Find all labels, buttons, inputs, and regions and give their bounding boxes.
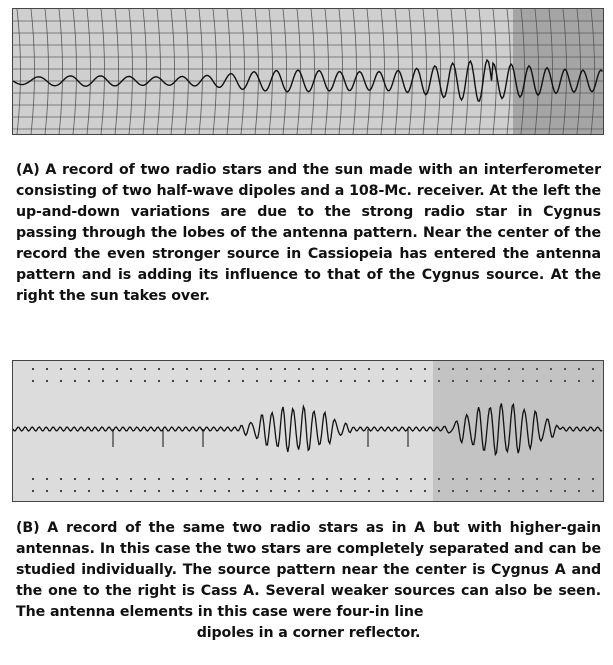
grid-line-vertical [409, 9, 413, 134]
grid-line-vertical [213, 9, 217, 134]
dot-marker [116, 368, 118, 370]
dot-marker [242, 478, 244, 480]
dot-marker [410, 368, 412, 370]
dot-marker [424, 380, 426, 382]
grid-line-vertical [185, 9, 189, 134]
grid-line-vertical [325, 9, 329, 134]
dot-marker [186, 368, 188, 370]
dot-marker [186, 478, 188, 480]
dot-marker [270, 380, 272, 382]
grid-line-vertical [353, 9, 357, 134]
dot-marker [242, 380, 244, 382]
dot-marker [270, 478, 272, 480]
dot-marker [284, 490, 286, 492]
dot-marker [32, 368, 34, 370]
dot-marker [340, 368, 342, 370]
grid-line-vertical [423, 9, 427, 134]
dot-marker [228, 478, 230, 480]
grid-line-vertical [241, 9, 245, 134]
dot-marker [32, 380, 34, 382]
dot-marker [214, 490, 216, 492]
dot-marker [284, 380, 286, 382]
dot-marker [214, 478, 216, 480]
chart-record-b [12, 360, 604, 502]
dot-marker [88, 490, 90, 492]
dot-marker [172, 380, 174, 382]
dot-marker [298, 490, 300, 492]
grid-line-vertical [311, 9, 315, 134]
grid-line-vertical [283, 9, 287, 134]
dot-marker [200, 490, 202, 492]
caption-b-body: (B) A record of the same two radio stars as in A but with higher-gain antennas. In this case the two stars are completely separated and can be studied individually. The source pattern near the center is Cygnus A and the one to the right is Cass A. Several weaker sources can also be seen. The antenna elements in this case were four-in line [16, 520, 601, 620]
grid-line-vertical [31, 9, 35, 134]
dot-marker [382, 368, 384, 370]
dot-marker [326, 380, 328, 382]
dot-marker [396, 380, 398, 382]
dot-marker [424, 368, 426, 370]
dot-marker [242, 368, 244, 370]
dot-marker [340, 380, 342, 382]
dot-marker [60, 478, 62, 480]
dot-marker [326, 368, 328, 370]
dot-marker [368, 368, 370, 370]
grid-line-vertical [157, 9, 161, 134]
dot-marker [326, 478, 328, 480]
dot-marker [102, 478, 104, 480]
dot-marker [242, 490, 244, 492]
dot-marker [410, 478, 412, 480]
grid-line-vertical [87, 9, 91, 134]
dot-marker [144, 368, 146, 370]
dot-marker [88, 380, 90, 382]
dot-marker [368, 380, 370, 382]
grid-line-vertical [381, 9, 385, 134]
dot-marker [88, 368, 90, 370]
dot-marker [116, 490, 118, 492]
dot-marker [32, 478, 34, 480]
dot-marker [60, 368, 62, 370]
dot-marker [60, 380, 62, 382]
dot-marker [284, 478, 286, 480]
dot-marker [130, 368, 132, 370]
dot-marker [424, 478, 426, 480]
dot-marker [46, 490, 48, 492]
dot-marker [158, 380, 160, 382]
dot-marker [312, 380, 314, 382]
dot-marker [116, 380, 118, 382]
dot-marker [396, 368, 398, 370]
dot-marker [102, 368, 104, 370]
dot-marker [88, 478, 90, 480]
dot-marker [130, 478, 132, 480]
grid-line-vertical [45, 9, 49, 134]
dot-marker [354, 478, 356, 480]
dot-marker [368, 490, 370, 492]
grid-line-vertical [115, 9, 119, 134]
grid-line-vertical [255, 9, 259, 134]
caption-a: (A) A record of two radio stars and the sun made with an interferometer consisting of two half-wave dipoles and a 108-Mc. receiver. At the left the up-and-down variations are due to the strong radio star in Cygnus passing through the lobes of the antenna pattern. Near the center of the record the even stronger source in Cassiopeia has entered the antenna pattern and is adding its influence to that of the Cygnus source. At the right the sun takes over. [16, 162, 601, 304]
dot-marker [46, 368, 48, 370]
dot-marker [186, 490, 188, 492]
dot-marker [200, 368, 202, 370]
dot-marker [256, 380, 258, 382]
chart-record-a [12, 8, 604, 135]
grid-line-vertical [367, 9, 371, 134]
grid-line-vertical [451, 9, 455, 134]
dot-marker [312, 490, 314, 492]
dot-marker [102, 490, 104, 492]
dot-marker [116, 478, 118, 480]
dot-marker [200, 380, 202, 382]
dot-marker [340, 490, 342, 492]
dot-marker [200, 478, 202, 480]
dot-marker [256, 368, 258, 370]
dot-marker [396, 478, 398, 480]
dot-marker [130, 490, 132, 492]
dot-marker [312, 368, 314, 370]
dot-marker [102, 380, 104, 382]
grid-line-vertical [59, 9, 63, 134]
grid-line-vertical [479, 9, 483, 134]
dot-marker [284, 368, 286, 370]
dot-marker [368, 478, 370, 480]
dot-marker [74, 490, 76, 492]
grid-line-vertical [143, 9, 147, 134]
dot-marker [144, 478, 146, 480]
dot-marker [256, 490, 258, 492]
dot-marker [74, 380, 76, 382]
dot-marker [424, 490, 426, 492]
dot-marker [382, 490, 384, 492]
dot-marker [382, 478, 384, 480]
grid-line-vertical [199, 9, 203, 134]
dot-marker [228, 380, 230, 382]
dot-marker [312, 478, 314, 480]
grid-line-vertical [101, 9, 105, 134]
dot-marker [228, 368, 230, 370]
grid-line-vertical [269, 9, 273, 134]
dot-marker [186, 380, 188, 382]
dot-marker [46, 478, 48, 480]
dot-marker [354, 368, 356, 370]
grid-line-vertical [129, 9, 133, 134]
dot-marker [326, 490, 328, 492]
dot-marker [46, 380, 48, 382]
grid-line-vertical [171, 9, 175, 134]
grid-line-vertical [227, 9, 231, 134]
dot-marker [158, 490, 160, 492]
dot-marker [74, 478, 76, 480]
dot-marker [396, 490, 398, 492]
dot-marker [32, 490, 34, 492]
dot-marker [354, 380, 356, 382]
dot-marker [340, 478, 342, 480]
grid-line-vertical [17, 9, 21, 134]
dot-marker [172, 368, 174, 370]
dot-marker [298, 478, 300, 480]
dot-marker [158, 368, 160, 370]
dot-marker [144, 380, 146, 382]
dot-marker [158, 478, 160, 480]
dot-marker [130, 380, 132, 382]
dot-marker [172, 490, 174, 492]
record-a-trace [13, 9, 603, 134]
dot-marker [172, 478, 174, 480]
dot-marker [144, 490, 146, 492]
dot-marker [214, 368, 216, 370]
dot-marker [74, 368, 76, 370]
caption-b [16, 518, 601, 644]
dot-marker [270, 368, 272, 370]
grid-line-vertical [73, 9, 77, 134]
dot-marker [410, 490, 412, 492]
dot-marker [256, 478, 258, 480]
record-b-trace [13, 361, 603, 501]
dot-marker [298, 380, 300, 382]
dot-marker [354, 490, 356, 492]
dot-marker [214, 380, 216, 382]
dot-marker [228, 490, 230, 492]
dot-marker [60, 490, 62, 492]
dot-marker [382, 380, 384, 382]
dot-marker [298, 368, 300, 370]
dot-marker [410, 380, 412, 382]
caption-b-last-line: dipoles in a corner reflector. [196, 625, 421, 641]
dot-marker [270, 490, 272, 492]
